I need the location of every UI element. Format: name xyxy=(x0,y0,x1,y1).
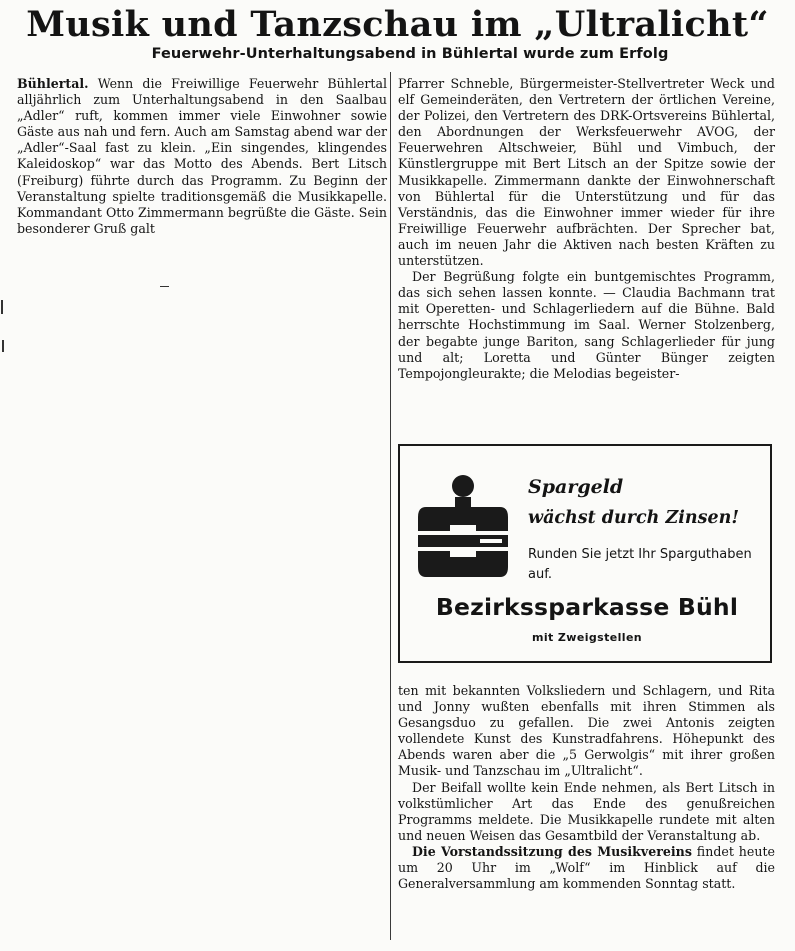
club-notice xyxy=(398,844,775,892)
print-mark xyxy=(2,340,4,352)
right-paragraph-3: ten mit bekannten Volksliedern und Schlagern, und Rita und Jonny wußten ebenfalls mit ihren Stimmen als Gesangsduo zu gefallen. Die zwei Antonis zeigten vollendete Kunst des Kunstradfahrens. Höhepunkt des Abends waren aber die „5 Gerwolgis“ mit ihrer großen Musik- und Tanzschau im „Ultralicht“. xyxy=(398,683,775,779)
ad-bank-name: Bezirkssparkasse Bühl xyxy=(435,593,739,621)
ad-slogan-line-2: wächst durch Zinsen! xyxy=(528,508,739,528)
dateline: Bühlertal. xyxy=(17,76,89,91)
left-paragraph-1 xyxy=(17,76,387,237)
club-notice-text: findet heute um 20 Uhr im „Wolf“ im Hinblick auf die Generalversammlung am kommenden Sonntag statt. xyxy=(398,843,775,892)
print-mark xyxy=(160,286,169,287)
left-paragraph-text: Wenn die Freiwillige Feuerwehr Bühlertal alljährlich zum Unterhaltungsabend in den Saalbau „Adler“ ruft, kommen immer viele Einwohner sowie Gäste aus nah und fern. Auch am Samstag abend war der „Adler“-Saal fast zu klein. „Ein singendes, klingendes Kaleidoskop“ war das Motto des Abends. Bert Litsch (Freiburg) führte durch das Programm. Zu Beginn der Veranstaltung spielte traditionsgemäß die Musikkapelle. Kommandant Otto Zimmermann begrüßte die Gäste. Sein besonderer Gruß galt xyxy=(17,76,387,236)
left-column xyxy=(17,76,387,237)
ad-slogan-line-1: Spargeld xyxy=(528,476,624,498)
subheadline: Feuerwehr-Unterhaltungsabend in Bühlertal wurde zum Erfolg xyxy=(151,46,669,62)
ad-branch-note: mit Zweigstellen xyxy=(531,631,643,644)
sparkasse-logo-icon xyxy=(416,473,510,578)
club-notice-bold: Die Vorstandssitzung des Musikvereins xyxy=(412,843,692,859)
right-column-bottom xyxy=(398,683,775,892)
headline: Musik und Tanzschau im „Ultralicht“ xyxy=(26,4,769,45)
print-mark xyxy=(1,300,3,314)
column-divider xyxy=(390,72,391,940)
right-paragraph-1: Pfarrer Schneble, Bürgermeister-Stellvertreter Weck und elf Gemeinderäten, den Vertretern der örtlichen Vereine, der Polizei, den Vertretern des DRK-Ortsvereins Bühlertal, den Abordnungen der Werksfeuerwehr AVOG, der Feuerwehren Altschweier, Bühl und Vimbuch, der Künstlergruppe mit Bert Litsch an der Spitze sowie der Musikkapelle. Zimmermann dankte der Einwohnerschaft von Bühlertal für die Unterstützung und für das Verständnis, das die Einwohner immer wieder für ihre Freiwillige Feuerwehr aufbrächten. Der Sprecher bat, auch im neuen Jahr die Aktiven nach besten Kräften zu unterstützen. xyxy=(398,76,775,269)
sparkasse-advertisement xyxy=(398,444,772,663)
ad-body-text: Runden Sie jetzt Ihr Sparguthaben auf. xyxy=(528,547,752,582)
right-paragraph-4: Der Beifall wollte kein Ende nehmen, als Bert Litsch in volkstümlicher Art das Ende des genußreichen Programms meldete. Die Musikkapelle rundete mit alten und neuen Weisen das Gesamtbild der Veranstaltung ab. xyxy=(398,779,775,843)
right-column-top xyxy=(398,76,775,382)
right-paragraph-2: Der Begrüßung folgte ein buntgemischtes Programm, das sich sehen lassen konnte. — Claudia Bachmann trat mit Operetten- und Schlagerliedern auf die Bühne. Bald herrschte Hochstimmung im Saal. Werner Stolzenberg, der begabte junge Bariton, sang Schlagerlieder für jung und alt; Loretta und Günter Bünger zeigten Tempojongleurakte; die Melodias begeister- xyxy=(398,269,775,381)
